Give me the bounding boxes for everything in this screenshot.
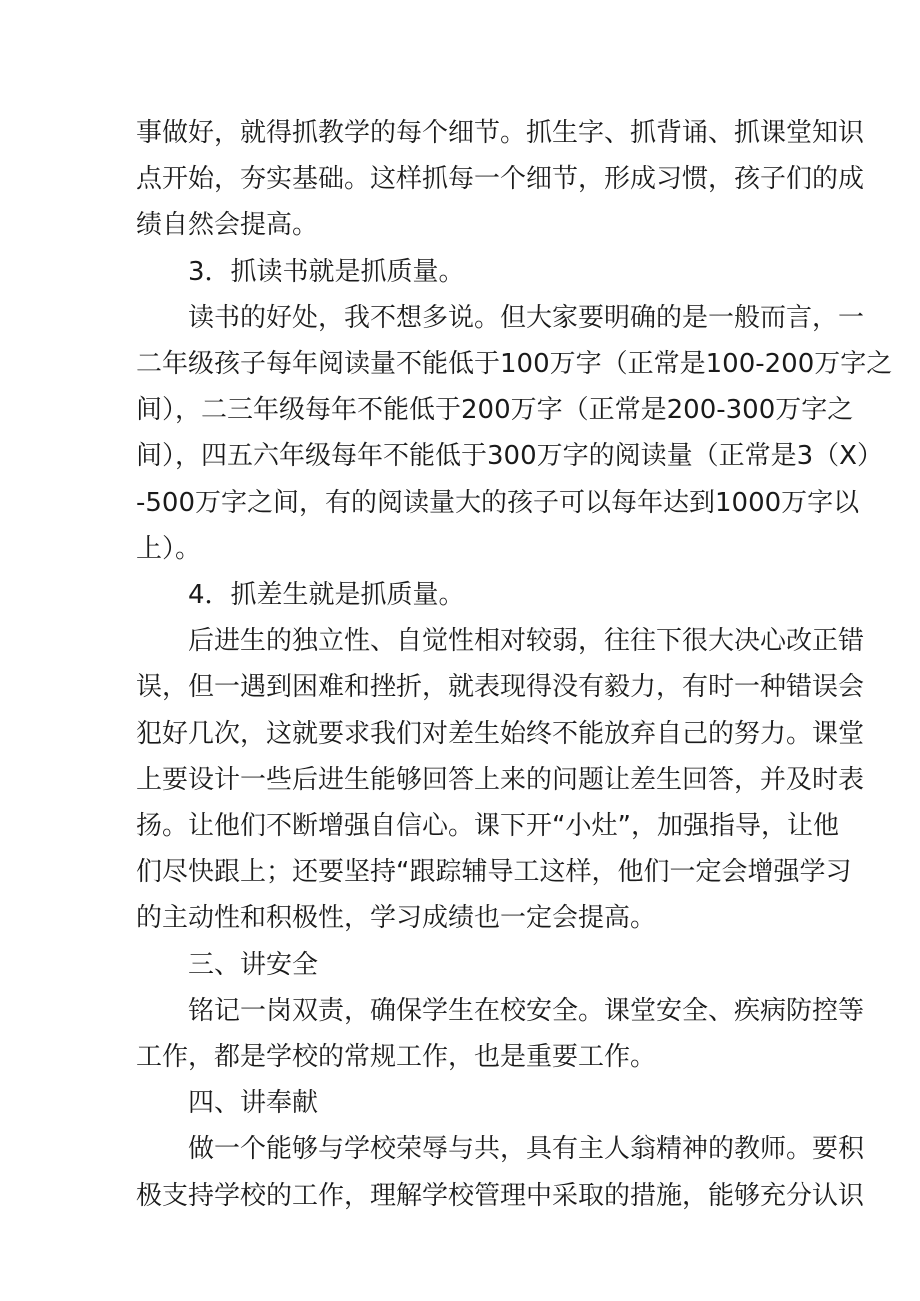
text-line: 犯好几次，这就要求我们对差生始终不能放弃自己的努力。课堂 xyxy=(136,718,865,749)
paragraph-struggling-students xyxy=(136,618,865,941)
text-line: 误，但一遇到困难和挫折，就表现得没有毅力，有时一种错误会 xyxy=(136,672,865,703)
section-title-dedication xyxy=(136,1080,796,1126)
text-line: 极支持学校的工作，理解学校管理中采取的措施，能够充分认识 xyxy=(136,1180,865,1211)
heading-item-3 xyxy=(136,249,796,295)
text-line: 间），二三年级每年不能低于200万字（正常是200-300万字之 xyxy=(136,395,854,426)
text-line: 铭记一岗双责，确保学生在校安全。课堂安全、疾病防控等 xyxy=(188,995,865,1026)
text-line: 工作，都是学校的常规工作，也是重要工作。 xyxy=(136,1042,657,1073)
text-line: 绩自然会提高。 xyxy=(136,210,319,241)
section-title-text: 三、讲安全 xyxy=(188,949,319,980)
heading-item-4 xyxy=(136,572,796,618)
text-line: 们尽快跟上；还要坚持“跟踪辅导工这样，他们一定会增强学习 xyxy=(136,857,852,888)
section-title-safety xyxy=(136,942,796,988)
text-line: 扬。让他们不断增强自信心。课下开“小灶”，加强指导，让他 xyxy=(136,811,839,842)
text-line: 做一个能够与学校荣辱与共，具有主人翁精神的教师。要积 xyxy=(188,1134,865,1165)
text-line: 读书的好处，我不想多说。但大家要明确的是一般而言，一 xyxy=(188,302,865,333)
paragraph-continuation xyxy=(136,110,865,249)
paragraph-dedication xyxy=(136,1126,865,1218)
text-line: 上）。 xyxy=(136,533,202,564)
subheading-text: 3．抓读书就是抓质量。 xyxy=(188,256,465,287)
text-line: 后进生的独立性、自觉性相对较弱，往往下很大决心改正错 xyxy=(188,626,865,657)
text-line: 间），四五六年级每年不能低于300万字的阅读量（正常是3（X） xyxy=(136,441,883,472)
text-line: -500万字之间，有的阅读量大的孩子可以每年达到1000万字以 xyxy=(136,487,860,518)
paragraph-reading xyxy=(136,295,893,572)
section-title-text: 四、讲奉献 xyxy=(188,1088,319,1119)
text-line: 的主动性和积极性，学习成绩也一定会提高。 xyxy=(136,903,657,934)
text-line: 上要设计一些后进生能够回答上来的问题让差生回答，并及时表 xyxy=(136,764,865,795)
subheading-text: 4．抓差生就是抓质量。 xyxy=(188,580,465,611)
document-body xyxy=(136,110,893,1219)
text-line: 二年级孩子每年阅读量不能低于100万字（正常是100-200万字之 xyxy=(136,349,893,380)
paragraph-safety xyxy=(136,988,865,1080)
text-line: 事做好，就得抓教学的每个细节。抓生字、抓背诵、抓课堂知识 xyxy=(136,118,865,148)
text-line: 点开始，夯实基础。这样抓每一个细节，形成习惯，孩子们的成 xyxy=(136,164,865,195)
